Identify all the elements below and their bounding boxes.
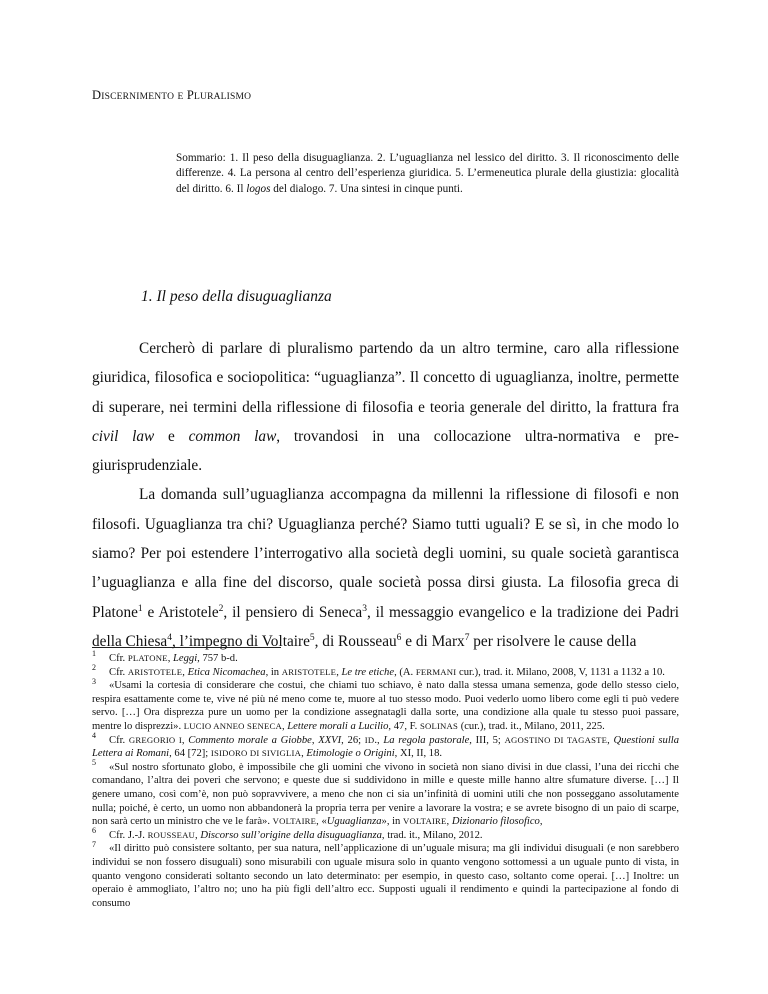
fn-author: VOLTAIRE bbox=[272, 816, 317, 827]
fn-text: Cfr. bbox=[109, 734, 129, 746]
p2-text-g: e di Marx bbox=[401, 632, 465, 650]
fn-title: Le tre etiche bbox=[341, 666, 395, 678]
fn-text: «Usami la cortesia di considerare che costui, che chiami tuo schiavo, è nato dalla stessa umana semenza, gode dello stesso cielo, respira esattamente come te, vive né più né meno come te, muore al tuo stesso modo. Puoi vederlo uomo libero come egli ti può vedere servo. […] Ora disprezza pure un uomo per la condizione assegnatagli dalla sorte, una condizione alla quale tu stesso puoi passare, mentre lo disprezzi». bbox=[92, 680, 679, 732]
fn-title: Commento morale a Giobbe bbox=[188, 734, 312, 746]
fn-title: Uguaglianza bbox=[326, 816, 382, 828]
footnotes bbox=[92, 649, 680, 910]
fn-text: , bbox=[281, 720, 288, 732]
fn-text: , XI, II, 18. bbox=[394, 748, 443, 760]
footnote-ref-4[interactable]: 4 bbox=[167, 632, 172, 643]
fn-text: , bbox=[167, 653, 173, 664]
running-head bbox=[92, 88, 251, 103]
fn-text: , bbox=[607, 734, 614, 746]
fn-author: VOLTAIRE bbox=[403, 816, 447, 827]
p1-text-c: , trovandosi in una collocazione ultra-normativa e pre-giurisprudenziale. bbox=[92, 427, 679, 475]
fn-author: ISIDORO DI SIVIGLIA bbox=[210, 748, 302, 759]
footnote-3: 3 «Usami la cortesia di considerare che costui, che chiami tuo schiavo, è nato dalla stessa umana semenza, gode dello stesso cielo, respira esattamente come te, vive né più né meno come te, muore al tuo stesso modo. Puoi vederlo uomo libero come egli ti può vedere servo. […] Ora disprezza pure un uomo per la condizione assegnatagli dalla sorte, una condizione alla quale tu stesso puoi passare, mentre lo disprezzi». LUCIO ANNEO SENECA, Lettere morali a Lucilio, 47, F. SOLINAS (cur.), trad. it., Milano, 2011, 225. bbox=[92, 676, 679, 732]
p2-text-f: , di Rousseau bbox=[314, 632, 397, 650]
term-common-law: common law bbox=[188, 427, 277, 445]
term-civil-law: civil law bbox=[92, 427, 155, 445]
fn-text: , 26; bbox=[341, 734, 365, 746]
footnote-5: 5 «Sul nostro sfortunato globo, è impossibile che gli uomini che vivono in società non siano divisi in due classi, l’una dei ricchi che comandano, l’altra dei poveri che servono; e queste due si suddividono in mille e queste mille hanno altre sfumature diverse. […] Il genere umano, così com’è, non può sopravvivere, a meno che non ci sia un’infinità di uomini utili che non posseggano assolutamente nulla; poiché, è certo, un uomo non abbandonerà la propria terra per venire a lavorare la vostra; e se avrete bisogno di un paio di scarpe, non sarà certo un ministro che ve le farà». VOLTAIRE, «Uguaglianza», in VOLTAIRE, Dizionario filosofico, bbox=[92, 758, 679, 828]
fn-author: AGOSTINO DI TAGASTE bbox=[504, 734, 608, 745]
fn-ibid: ID bbox=[364, 734, 375, 745]
fn-text: «Il diritto può consistere soltanto, per sua natura, nell’applicazione di un’uguale misura; ma gli individui disuguali (e non sarebbero individui se non fossero disuguali) sono misurabili con uguale misura solo in quanto vengono sottomessi a un uguale punto di vista, in quanto vengono considerati soltanto secondo un lato determinato: per esempio, in questo caso, soltanto come operai. […] Inoltre: un operaio è ammogliato, l’altro no; uno ha più figli dell’altro ecc. Supposti uguali il rendimento e quindi la partecipazione al fondo di consumo bbox=[92, 843, 679, 909]
footnote-ref-1[interactable]: 1 bbox=[137, 603, 143, 614]
fn-text: , bbox=[539, 816, 543, 828]
running-head-word1: ISCERNIMENTO bbox=[101, 92, 175, 102]
paragraph-1 bbox=[92, 334, 679, 480]
fn-text: , 47, F. bbox=[388, 720, 420, 732]
fn-author: ROUSSEAU bbox=[147, 829, 196, 840]
fn-title: Etimologie o Origini bbox=[306, 748, 395, 760]
p2-text-a: La domanda sull’uguaglianza accompagna da millenni la riflessione di filosofi e non filosofi. Uguaglianza tra chi? Uguaglianza perché? Siamo tutti uguali? E se sì, in che modo lo siamo? Per poi estendere l’interrogativo alla società degli uomini, su quale società garantisca l’uguaglianza e alla fine del discorso, quale società possa dirsi giusta. La filosofia greca di Platone bbox=[92, 486, 679, 621]
footnote-ref-6[interactable]: 6 bbox=[396, 632, 402, 643]
summary-text: Sommario: 1. Il peso della disuguaglianza. 2. L’uguaglianza nel lessico del diritto. 3. Il riconoscimento delle differenze. 4. La persona al centro dell’esperienza giuridica. 5. L’ermeneutica plurale della giustizia: glocalità del diritto. 6. Il bbox=[176, 152, 679, 195]
fn-title: Leggi bbox=[173, 653, 198, 664]
paragraph-2 bbox=[92, 480, 679, 656]
p2-text-h: per risolvere le cause della bbox=[469, 632, 637, 650]
fn-editor: FERMANI bbox=[415, 666, 457, 677]
fn-title: XXVI bbox=[318, 734, 342, 746]
fn-text: , bbox=[311, 734, 319, 746]
fn-text: , bbox=[182, 666, 188, 678]
fn-title: Questioni sulla Lettera ai Romani bbox=[92, 734, 680, 760]
footnote-4: 4 Cfr. GREGORIO I, Commento morale a Giobbe, XXVI, 26; ID., La regola pastorale, III, 5; AGOSTINO DI TAGASTE, Questioni sulla Lettera ai Romani, 64 [72]; ISIDORO DI SIVIGLIA, Etimologie o Origini, XI, II, 18. bbox=[92, 731, 680, 760]
fn-text: Cfr. bbox=[109, 653, 128, 664]
footnote-ref-7[interactable]: 7 bbox=[464, 632, 470, 643]
fn-text: , in bbox=[265, 666, 282, 678]
p1-text-a: Cercherò di parlare di pluralismo partendo da un altro termine, caro alla riflessione giuridica, filosofica e sociopolitica: “uguaglianza”. Il concetto di uguaglianza, inoltre, permette di superare, nei termini della riflessione di filosofia e teoria generale del diritto, la frattura fra bbox=[92, 340, 679, 416]
footnote-2: 2 Cfr. ARISTOTELE, Etica Nicomachea, in ARISTOTELE, Le tre etiche, (A. FERMANI cur.), trad. it. Milano, 2008, V, 1131 a 1132 a 10. bbox=[92, 663, 665, 678]
running-head-word3: LURALISMO bbox=[194, 92, 252, 102]
footnote-ref-5[interactable]: 5 bbox=[309, 632, 315, 643]
p1-text-b: e bbox=[154, 427, 189, 445]
fn-author: ARISTOTELE bbox=[127, 666, 183, 677]
fn-text: , III, 5; bbox=[469, 734, 505, 746]
summary-logos: logos bbox=[246, 182, 271, 195]
footnote-ref-2[interactable]: 2 bbox=[218, 603, 224, 614]
fn-text: Cfr. bbox=[109, 666, 128, 678]
fn-title: Discorso sull’origine della disuguaglianza bbox=[200, 829, 382, 841]
fn-author: LUCIO ANNEO SENECA bbox=[183, 720, 282, 731]
footnote-separator bbox=[92, 647, 281, 648]
running-head-word3-initial: P bbox=[186, 88, 195, 102]
footnote-6: 6 Cfr. J.-J. ROUSSEAU, Discorso sull’origine della disuguaglianza, trad. it., Milano, 2012. bbox=[92, 826, 483, 841]
summary-text-end: del dialogo. 7. Una sintesi in cinque punti. bbox=[270, 182, 463, 195]
fn-title: Etica Nicomachea bbox=[187, 666, 266, 678]
fn-text: «Sul nostro sfortunato globo, è impossibile che gli uomini che vivono in società non siano divisi in due classi, l’una dei ricchi che comandano, l’altra dei poveri che servono; e queste due si suddividono in mille e queste mille hanno altre sfumature diverse. […] Il genere umano, così com’è, non può sopravvivere, a meno che non ci sia un’infinità di uomini utili che non posseggano assolutamente nulla; poiché, è certo, un uomo non abbandonerà la propria terra per venire a lavorare la vostra; e se avrete bisogno di un paio di scarpe, non sarà certo un ministro che ve le farà». bbox=[92, 761, 679, 828]
fn-text: , bbox=[446, 816, 452, 828]
summary-abstract bbox=[176, 151, 679, 197]
fn-text: , (A. bbox=[394, 666, 416, 678]
fn-text: , trad. it., Milano, 2012. bbox=[381, 829, 483, 841]
fn-text: , bbox=[181, 734, 189, 746]
footnote-ref-3[interactable]: 3 bbox=[362, 603, 367, 614]
fn-text: , 64 [72]; bbox=[169, 748, 211, 760]
fn-text: , bbox=[336, 666, 342, 678]
fn-text: cur.), trad. it. Milano, 2008, V, 1131 a 1132 a 10. bbox=[456, 666, 665, 678]
fn-text: , bbox=[195, 829, 201, 841]
fn-text: , 757 b-d. bbox=[197, 653, 238, 664]
running-head-word2: E bbox=[177, 92, 184, 102]
fn-author: ARISTOTELE bbox=[281, 666, 337, 677]
fn-author: PLATONE bbox=[127, 653, 168, 663]
running-head-initial: D bbox=[92, 88, 102, 102]
p2-text-b: e Aristotele bbox=[142, 603, 219, 621]
p2-text-d: , il messaggio evangelico e la tradizione dei Padri della Chiesa bbox=[92, 603, 680, 650]
fn-text: (cur.), trad. it., Milano, 2011, 225. bbox=[458, 720, 605, 732]
section-title: 1. Il peso della disuguaglianza bbox=[141, 288, 332, 305]
fn-text: , bbox=[301, 748, 307, 760]
p2-text-e: , l’impegno di Voltaire bbox=[171, 632, 310, 650]
footnote-1: 1 Cfr. PLATONE, Leggi, 757 b-d. bbox=[92, 649, 238, 664]
p2-text-c: , il pensiero di Seneca bbox=[223, 603, 363, 621]
body-text bbox=[92, 334, 679, 656]
fn-editor: SOLINAS bbox=[419, 720, 459, 731]
fn-title: Dizionario filosofico bbox=[451, 816, 540, 828]
fn-text: Cfr. J.-J. bbox=[109, 829, 148, 841]
fn-title: Lettere morali a Lucilio bbox=[287, 720, 389, 732]
fn-text: ., bbox=[374, 734, 384, 746]
fn-text: », in bbox=[381, 816, 403, 828]
fn-text: , « bbox=[316, 816, 327, 828]
footnote-7: 7 «Il diritto può consistere soltanto, per sua natura, nell’applicazione di un’uguale misura; ma gli individui disuguali (e non sarebbero individui se non fossero disuguali) sono misurabili con uguale misura solo in quanto vengono sottomessi a un uguale punto di vista, in quanto vengono considerati soltanto secondo un lato determinato: per esempio, in questo caso, soltanto come operai. […] Inoltre: un operaio è ammogliato, l’altro no; uno ha più figli dell’altro ecc. Supposti uguali il rendimento e quindi la partecipazione al fondo di consumo bbox=[92, 839, 679, 909]
fn-author: GREGORIO I bbox=[128, 734, 182, 745]
fn-title: La regola pastorale bbox=[383, 734, 470, 746]
